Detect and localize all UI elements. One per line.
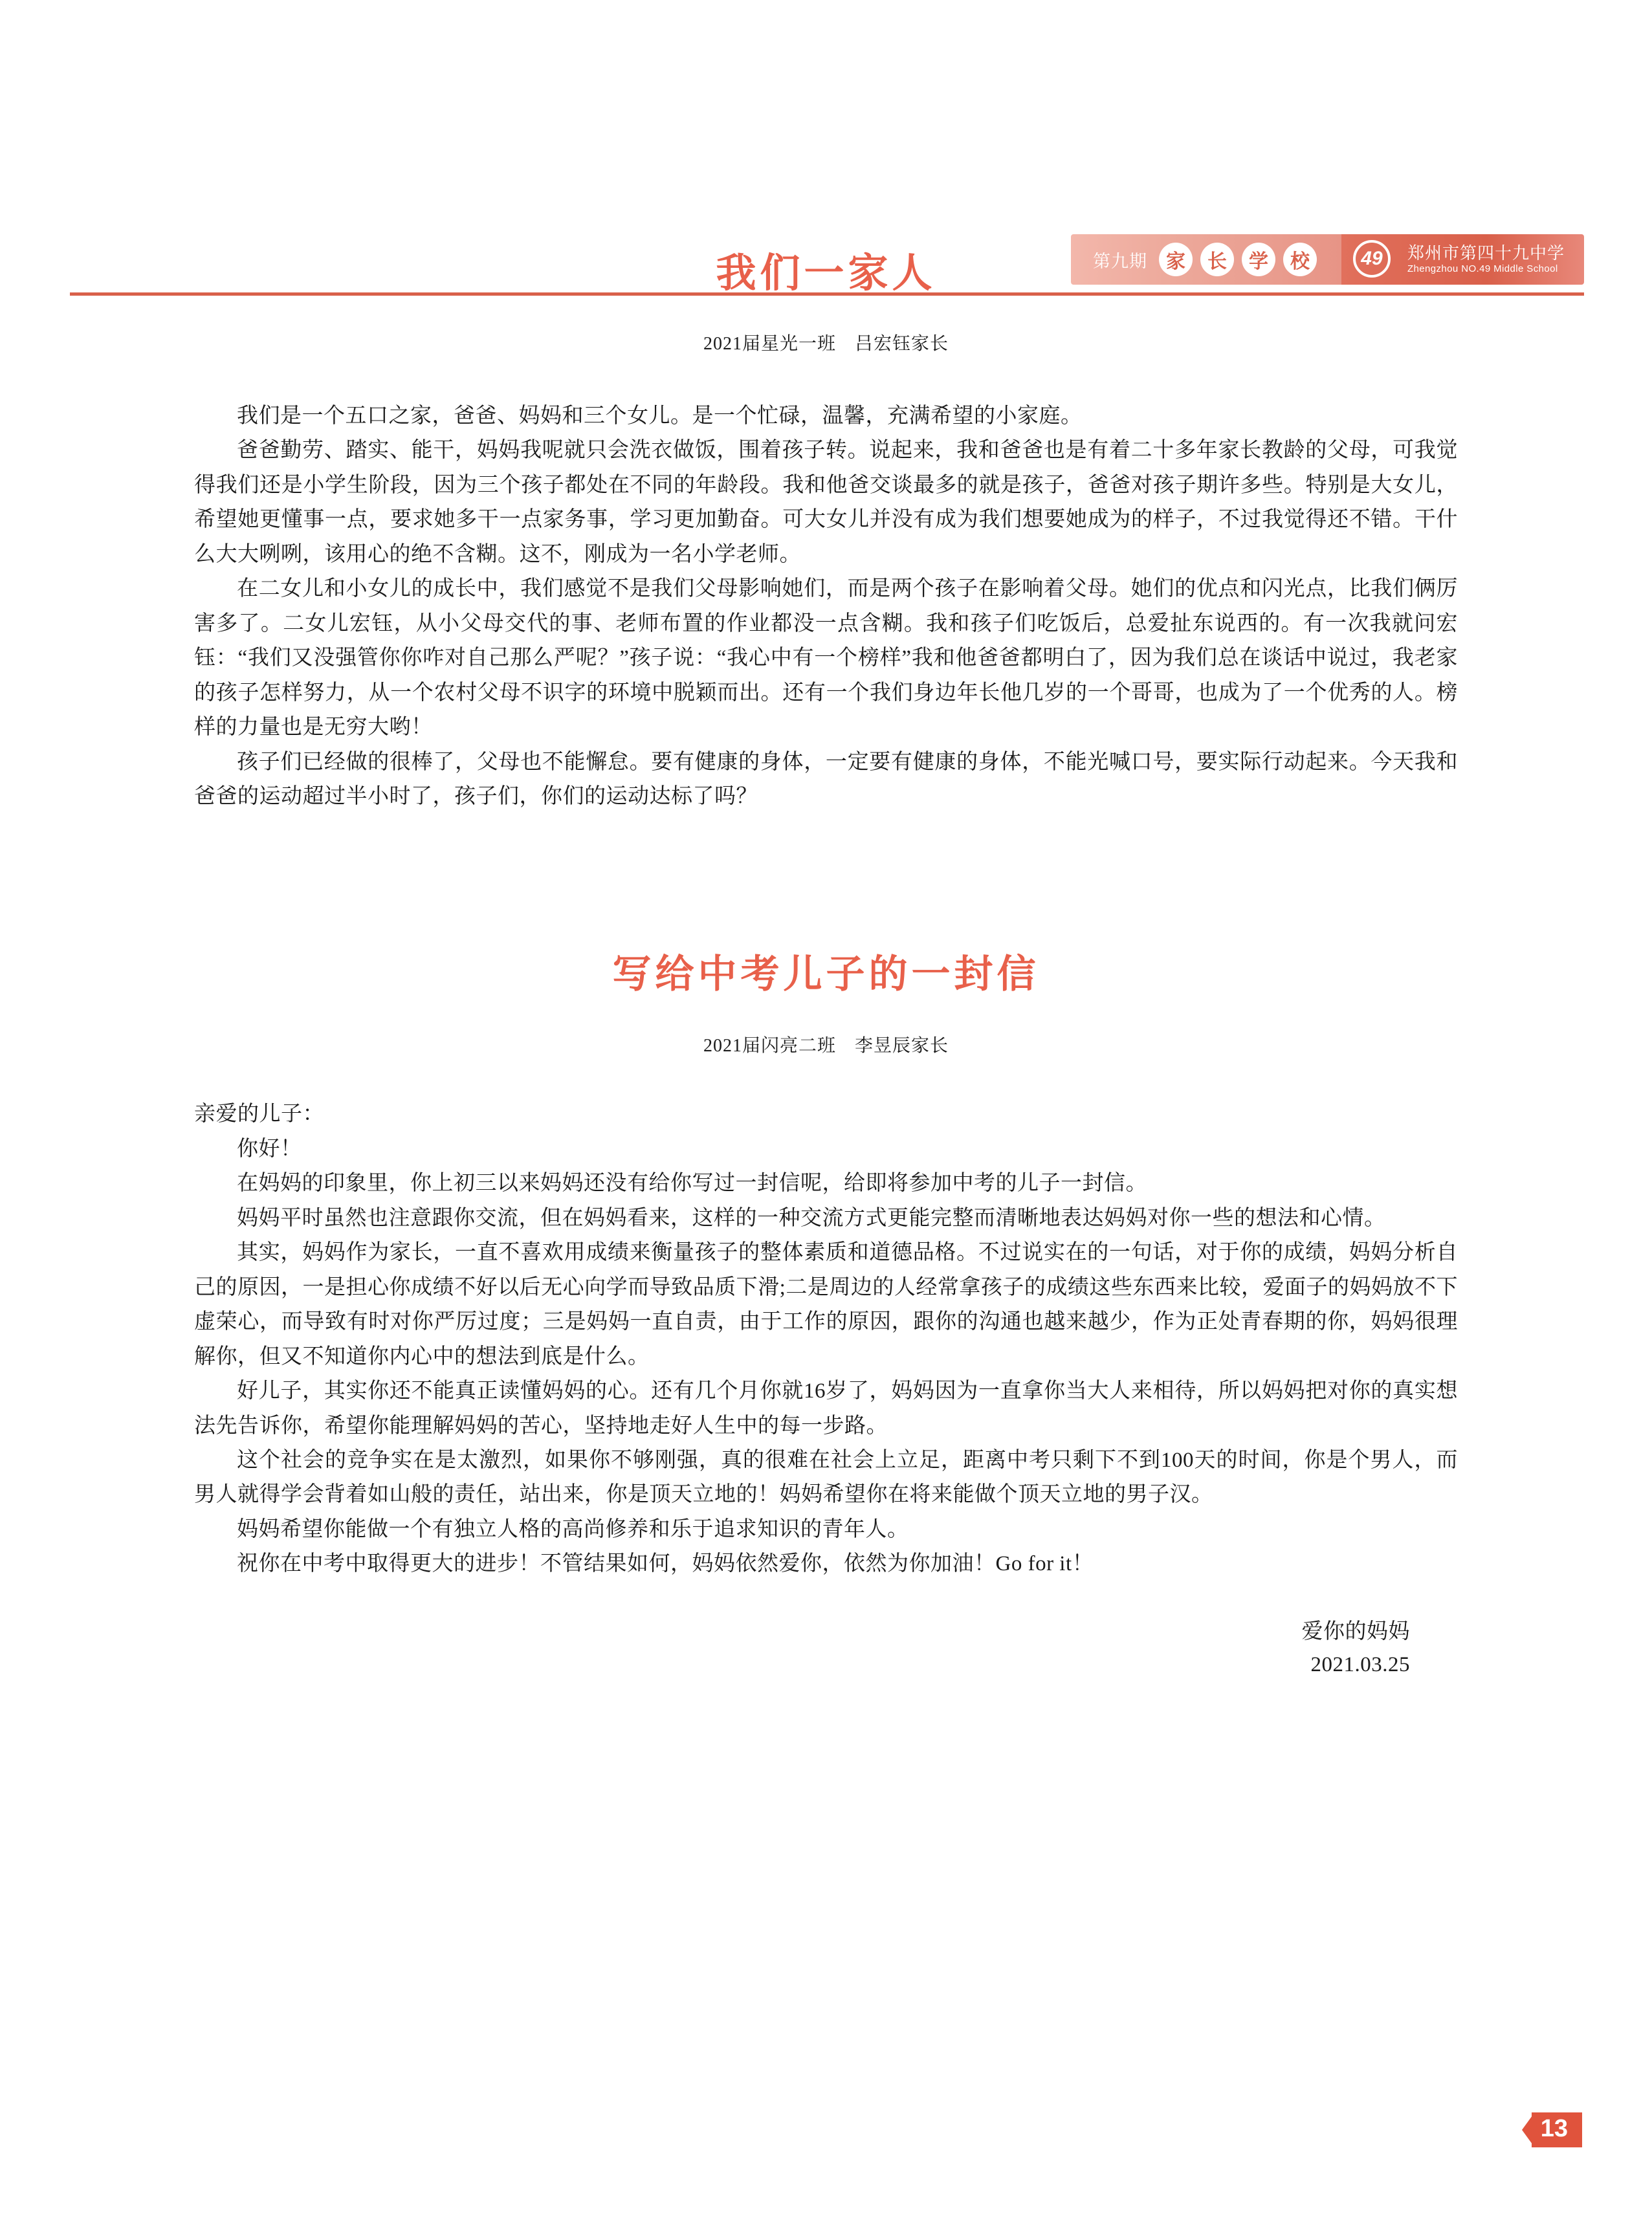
page-number-badge (1522, 2112, 1582, 2147)
paragraph: 你好！ (237, 1137, 302, 1161)
paragraph: 爸爸勤劳、踏实、能干，妈妈我呢就只会洗衣做饭，围着孩子转。说起来，我和爸爸也是有着二十多年家长教龄的父母，可我觉得我们还是小学生阶段，因为三个孩子都处在不同的年龄段。我和他爸交谈最多的就是孩子，爸爸对孩子期许多些。特别是大女儿，希望她更懂事一点，要求她多干一点家务事，学习更加勤奋。可大女儿并没有成为我们想要她成为的样子，不过我觉得还不错。干什么大大咧咧，该用心的绝不含糊。这不，刚成为一名小学老师。 (194, 439, 1458, 566)
paragraph: 在二女儿和小女儿的成长中，我们感觉不是我们父母影响她们，而是两个孩子在影响着父母。她们的优点和闪光点，比我们俩厉害多了。二女儿宏钰，从小父母交代的事、老师布置的作业都没一点含糊。我和孩子们吃饭后，总爱扯东说西的。有一次我就问宏钰：“我们又没强管你你咋对自己那么严呢？”孩子说：“我心中有一个榜样”我和他爸爸都明白了，因为我们总在谈话中说过，我老家的孩子怎样努力，从一个农村父母不识字的环境中脱颖而出。还有一个我们身边年长他几岁的一个哥哥，也成为了一个优秀的人。榜样的力量也是无穷大哟！ (194, 577, 1458, 740)
issue-label: 第九期 (1092, 251, 1147, 271)
article-title: 我们一家人 (716, 252, 936, 296)
paragraph: 妈妈希望你能做一个有独立人格的高尚修养和乐于追求知识的青年人。 (237, 1517, 909, 1541)
school-name-cn: 郑州市第四十九中学 (1407, 243, 1565, 263)
banner-pill-1: 家 (1159, 243, 1193, 276)
letter-signature (194, 1616, 1458, 1682)
paragraph: 在妈妈的印象里，你上初三以来妈妈还没有给你写过一封信呢，给即将参加中考的儿子一封信。 (237, 1172, 1147, 1196)
article-body (194, 1097, 1458, 1682)
letter-salutation: 亲爱的儿子： (194, 1102, 324, 1126)
article-body (194, 399, 1458, 814)
paragraph: 孩子们已经做的很棒了，父母也不能懈怠。要有健康的身体，一定要有健康的身体，不能光喊口号，要实际行动起来。今天我和爸爸的运动超过半小时了，孩子们，你们的运动达标了吗？ (194, 750, 1458, 808)
article-byline: 2021届星光一班 吕宏钰家长 (703, 334, 949, 354)
banner-pill-4: 校 (1283, 243, 1317, 276)
article-letter-to-son (0, 943, 1652, 1682)
paragraph: 其实，妈妈作为家长，一直不喜欢用成绩来衡量孩子的整体素质和道德品格。不过说实在的一句话，对于你的成绩，妈妈分析自己的原因，一是担心你成绩不好以后无心向学而导致品质下滑;二是周边的人经常拿孩子的成绩这些东西来比较，爱面子的妈妈放不下虚荣心，而导致有时对你严厉过度；三是妈妈一直自责，由于工作的原因，跟你的沟通也越来越少，作为正处青春期的你，妈妈很理解你，但又不知道你内心中的想法到底是什么。 (194, 1241, 1458, 1368)
page-content (0, 194, 1652, 1682)
article-title: 写给中考儿子的一封信 (612, 953, 1040, 996)
paragraph: 这个社会的竞争实在是太激烈，如果你不够刚强，真的很难在社会上立足，距离中考只剩下不到100天的时间，你是个男人，而男人就得学会背着如山般的责任，站出来，你是顶天立地的！妈妈希望你在将来能做个顶天立地的男子汉。 (194, 1448, 1458, 1507)
school-logo-number: 49 (1361, 248, 1383, 269)
page-number: 13 (1532, 2112, 1582, 2147)
paragraph: 祝你在中考中取得更大的进步！不管结果如何，妈妈依然爱你，依然为你加油！Go for it！ (237, 1552, 1094, 1576)
signature-date: 2021.03.25 (1310, 1652, 1410, 1676)
article-our-family (0, 241, 1652, 814)
paragraph: 我们是一个五口之家，爸爸、妈妈和三个女儿。是一个忙碌，温馨，充满希望的小家庭。 (237, 404, 1083, 428)
article-byline: 2021届闪亮二班 李昱辰家长 (703, 1036, 949, 1057)
paragraph: 好儿子，其实你还不能真正读懂妈妈的心。还有几个月你就16岁了，妈妈因为一直拿你当大人来相待，所以妈妈把对你的真实想法先告诉你，希望你能理解妈妈的苦心，坚持地走好人生中的每一步路。 (194, 1379, 1458, 1438)
page-number-arrow-icon (1522, 2116, 1532, 2144)
banner-pill-3: 学 (1242, 243, 1275, 276)
banner-pill-2: 长 (1200, 243, 1234, 276)
school-name-en: Zhengzhou NO.49 Middle School (1407, 263, 1558, 275)
signature-name: 爱你的妈妈 (1301, 1619, 1410, 1643)
paragraph: 妈妈平时虽然也注意跟你交流，但在妈妈看来，这样的一种交流方式更能完整而清晰地表达妈妈对你一些的想法和心情。 (237, 1206, 1386, 1230)
